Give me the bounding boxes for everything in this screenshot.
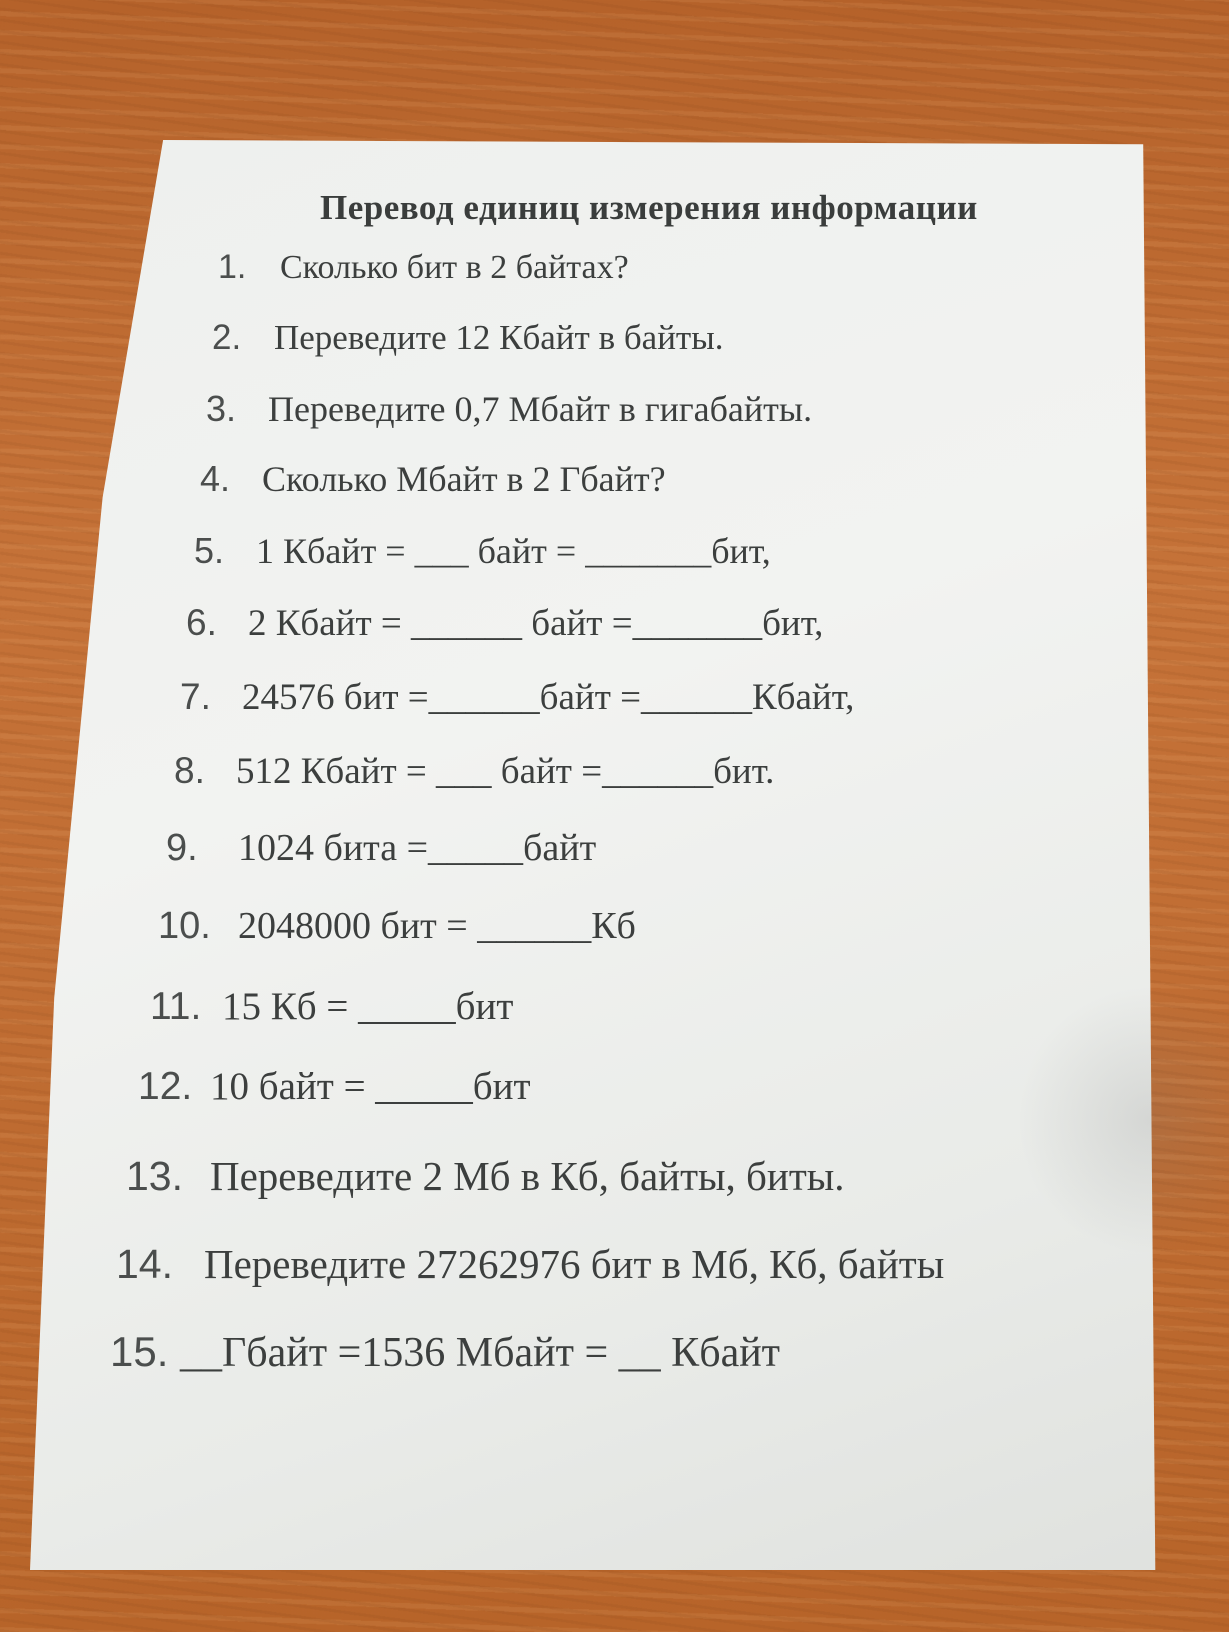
task-text: Переведите 0,7 Мбайт в гигабайты. <box>268 389 813 429</box>
task-3 <box>206 388 812 430</box>
task-1 <box>218 248 629 287</box>
task-text: Переведите 2 Мб в Кб, байты, биты. <box>210 1153 845 1199</box>
task-number: 7. <box>180 676 211 717</box>
task-7 <box>180 676 854 719</box>
task-9 <box>166 826 596 870</box>
task-text: 512 Кбайт = ___ байт =______бит. <box>236 751 775 792</box>
task-text: 1024 бита =_____байт <box>238 827 597 869</box>
task-text: Переведите 27262976 бит в Мб, Кб, байты <box>204 1241 945 1287</box>
task-number: 8. <box>174 750 205 791</box>
task-text: 2 Кбайт = ______ байт =_______бит, <box>248 603 824 644</box>
task-number: 3. <box>206 388 237 429</box>
task-2 <box>212 318 723 358</box>
task-number: 12. <box>138 1065 193 1108</box>
task-15 <box>110 1328 780 1377</box>
task-text: 15 Кб = _____бит <box>222 985 514 1028</box>
task-text: 1 Кбайт = ___ байт = _______бит, <box>256 531 771 571</box>
task-text: Переведите 12 Кбайт в байты. <box>274 318 724 357</box>
worksheet-title: Перевод единиц измерения информации <box>320 188 978 227</box>
task-5 <box>194 530 771 572</box>
task-8 <box>174 750 774 793</box>
task-number: 4. <box>200 458 231 499</box>
task-text: Сколько бит в 2 байтах? <box>280 249 629 286</box>
task-11 <box>150 984 513 1029</box>
task-number: 2. <box>212 318 242 357</box>
task-text: __Гбайт =1536 Мбайт = __ Кбайт <box>180 1330 781 1376</box>
task-number: 5. <box>194 530 225 571</box>
task-number: 11. <box>150 985 202 1028</box>
task-6 <box>186 602 823 645</box>
task-text: 2048000 бит = ______Кб <box>238 905 636 947</box>
task-number: 13. <box>126 1153 183 1199</box>
task-14 <box>116 1240 944 1288</box>
task-number: 15. <box>110 1328 169 1375</box>
task-number: 14. <box>116 1241 173 1287</box>
task-number: 6. <box>186 602 217 643</box>
task-text: Сколько Мбайт в 2 Гбайт? <box>262 459 666 499</box>
task-number: 1. <box>218 248 247 286</box>
task-12 <box>138 1064 531 1109</box>
task-4 <box>200 458 666 500</box>
task-number: 10. <box>158 905 211 947</box>
task-text: 24576 бит =______байт =______Кбайт, <box>242 677 855 718</box>
task-number: 9. <box>166 827 198 869</box>
task-13 <box>126 1152 845 1200</box>
task-text: 10 байт = _____бит <box>210 1065 531 1108</box>
task-10 <box>158 904 636 948</box>
